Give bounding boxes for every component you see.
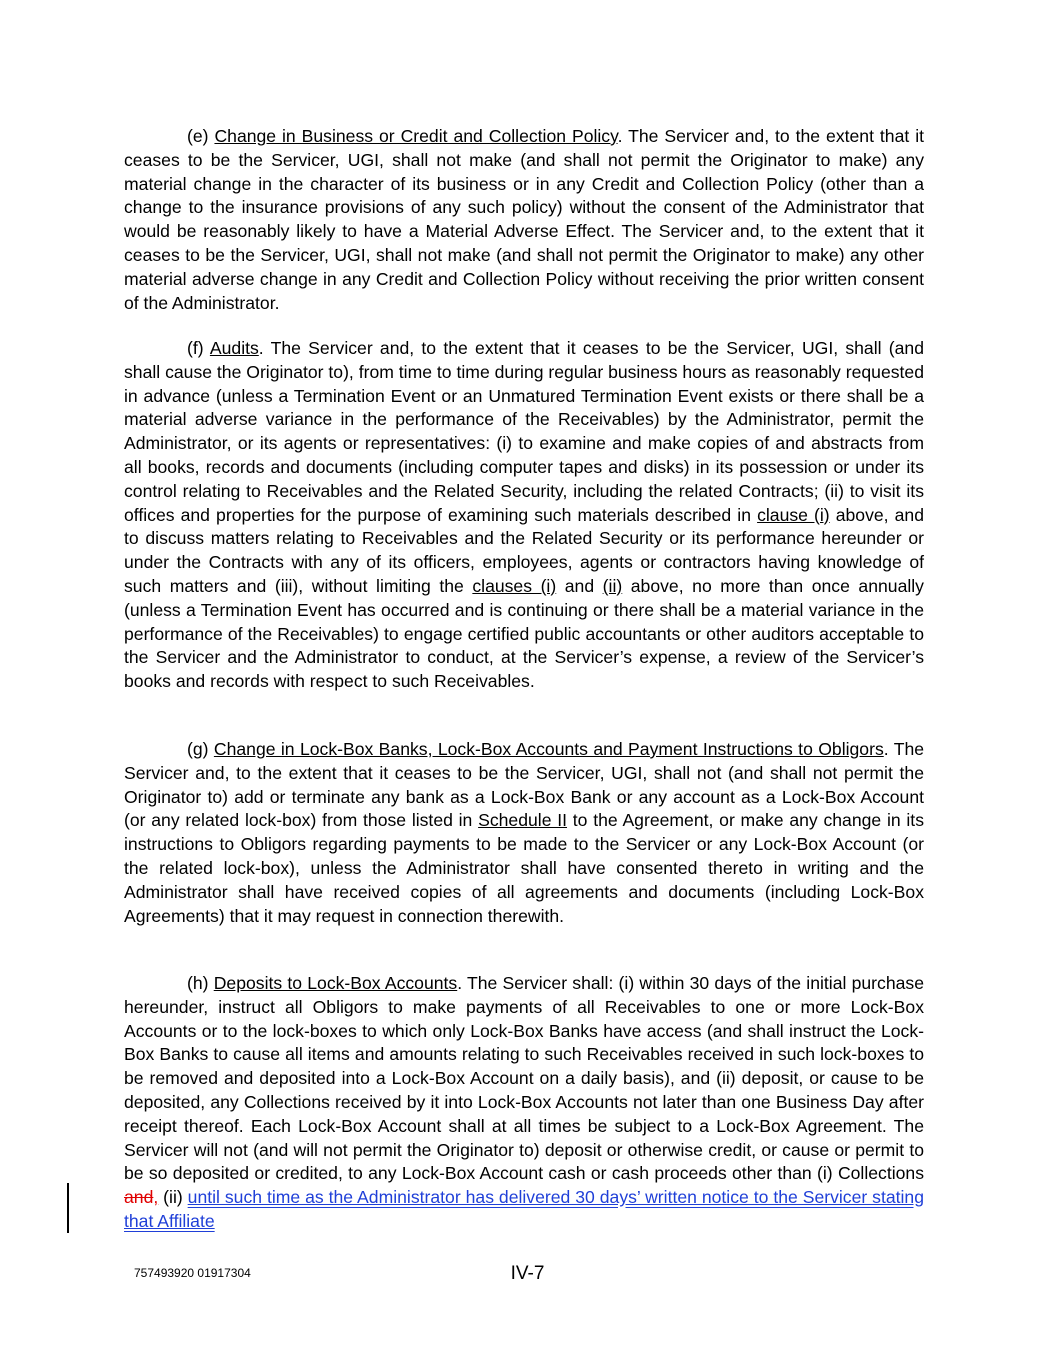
- revision-change-bar: [67, 1183, 69, 1233]
- section-f-ref-clauses-i: clauses (i): [472, 575, 557, 596]
- section-f-paragraph: [124, 337, 924, 694]
- section-h-prefix: (h): [187, 973, 214, 993]
- section-g-body-1: . The Servicer and, to the extent that it ceases to be the Servicer, UGI, shall not (and shall not permit the Originator to) add or terminate any bank as a Lock-Box Bank or any account as a Lock-Box Account (or any related lock-box) from those listed in: [124, 739, 925, 831]
- section-f-body-1: . The Servicer and, to the extent that it ceases to be the Servicer, UGI, shall (and shall cause the Originator to), from time to time during regular business hours as reasonably requested in advance (unless a Termination Event or an Unmatured Termination Event exists or there shall be a material adverse variance in the performance of the Receivables) by the Administrator, permit the Administrator, or its agents or representatives: (i) to examine and make copies of and abstracts from all books, records and documents (including computer tapes and disks) in its possession or under its control relating to Receivables and the Related Security, including the related Contracts; (ii) to visit its offices and properties for the purpose of examining such materials described in: [124, 338, 924, 525]
- section-f-body-4: above, no more than once annually (unless a Termination Event has occurred and is continuing or there shall be a material variance in the performance of the Receivables) to engage certified public accountants or other auditors acceptable to the Servicer and the Administrator to conduct, at the Servicer’s expense, a review of the Servicer’s books and records with respect to such Receivables.: [124, 575, 924, 692]
- section-h-paragraph: [124, 972, 924, 1234]
- section-h-deleted-text: and: [124, 1187, 154, 1208]
- section-f-body-2: above, and to discuss matters relating to Receivables and the Related Security or its performance hereunder or under the Contracts with any of its officers, employees, agents or contractors having knowledge of such matters and (iii), without limiting the: [124, 504, 925, 596]
- section-e-prefix: (e): [187, 126, 215, 146]
- section-h-inserted-text: ,: [153, 1187, 159, 1208]
- section-f-ref-ii: (ii): [602, 575, 623, 596]
- section-h-heading: Deposits to Lock-Box Accounts: [213, 973, 458, 993]
- section-h-body-2: (ii): [158, 1187, 188, 1208]
- page-number: IV-7: [510, 1263, 545, 1284]
- section-g-paragraph: [124, 738, 924, 928]
- section-h-inserted-blue-text: until such time as the Administrator has delivered 30 days’ written notice to the Servicer stating that Affiliate: [124, 1187, 925, 1231]
- section-g-prefix: (g): [187, 739, 214, 759]
- section-e-body: . The Servicer and, to the extent that it ceases to be the Servicer, UGI, shall not make (and shall not permit the Originator to make) any material change in the character of its business or in any Credit and Collection Policy (other than a change to the insurance provisions of any such policy) without the consent of the Administrator that would be reasonably likely to have a Material Adverse Effect. The Servicer and, to the extent that it ceases to be the Servicer, UGI, shall not make (and shall not permit the Originator to make) any other material adverse change in any Credit and Collection Policy without receiving the prior written consent of the Administrator.: [124, 126, 924, 313]
- section-f-prefix: (f): [187, 338, 210, 358]
- section-e-heading: Change in Business or Credit and Collection Policy: [214, 126, 618, 146]
- footer-document-id: 757493920 01917304: [134, 1266, 251, 1280]
- section-f-ref-clause-i: clause (i): [757, 504, 830, 525]
- section-g-heading: Change in Lock-Box Banks, Lock-Box Accounts and Payment Instructions to Obligors: [213, 739, 884, 759]
- section-e-paragraph: [124, 125, 924, 315]
- section-g-ref-schedule-ii: Schedule II: [478, 810, 568, 831]
- section-f-heading: Audits: [209, 338, 259, 358]
- section-f-body-3: and: [556, 575, 603, 596]
- section-g-body-2: to the Agreement, or make any change in its instructions to Obligors regarding payments to be made to the Servicer or any Lock-Box Account (or the related lock-box), unless the Administrator shall have consented thereto in writing and the Administrator shall have received copies of all agreements and documents (including Lock-Box Agreements) that it may request in connection therewith.: [124, 810, 924, 926]
- section-h-body-1: . The Servicer shall: (i) within 30 days of the initial purchase hereunder, instruct all Obligors to make payments of all Receivables to one or more Lock-Box Accounts or to the lock-boxes to which only Lock-Box Banks have access (and shall instruct the Lock-Box Banks to cause all items and amounts relating to such Receivables received in such lock-boxes to be removed and deposited into a Lock-Box Account on a daily basis), and (ii) deposit, or cause to be deposited, any Collections received by it into Lock-Box Accounts not later than one Business Day after receipt thereof. Each Lock-Box Account shall at all times be subject to a Lock-Box Agreement. The Servicer will not (and will not permit the Originator to) deposit or otherwise credit, or cause or permit to be so deposited or credited, to any Lock-Box Account cash or cash proceeds other than (i) Collections: [124, 973, 924, 1184]
